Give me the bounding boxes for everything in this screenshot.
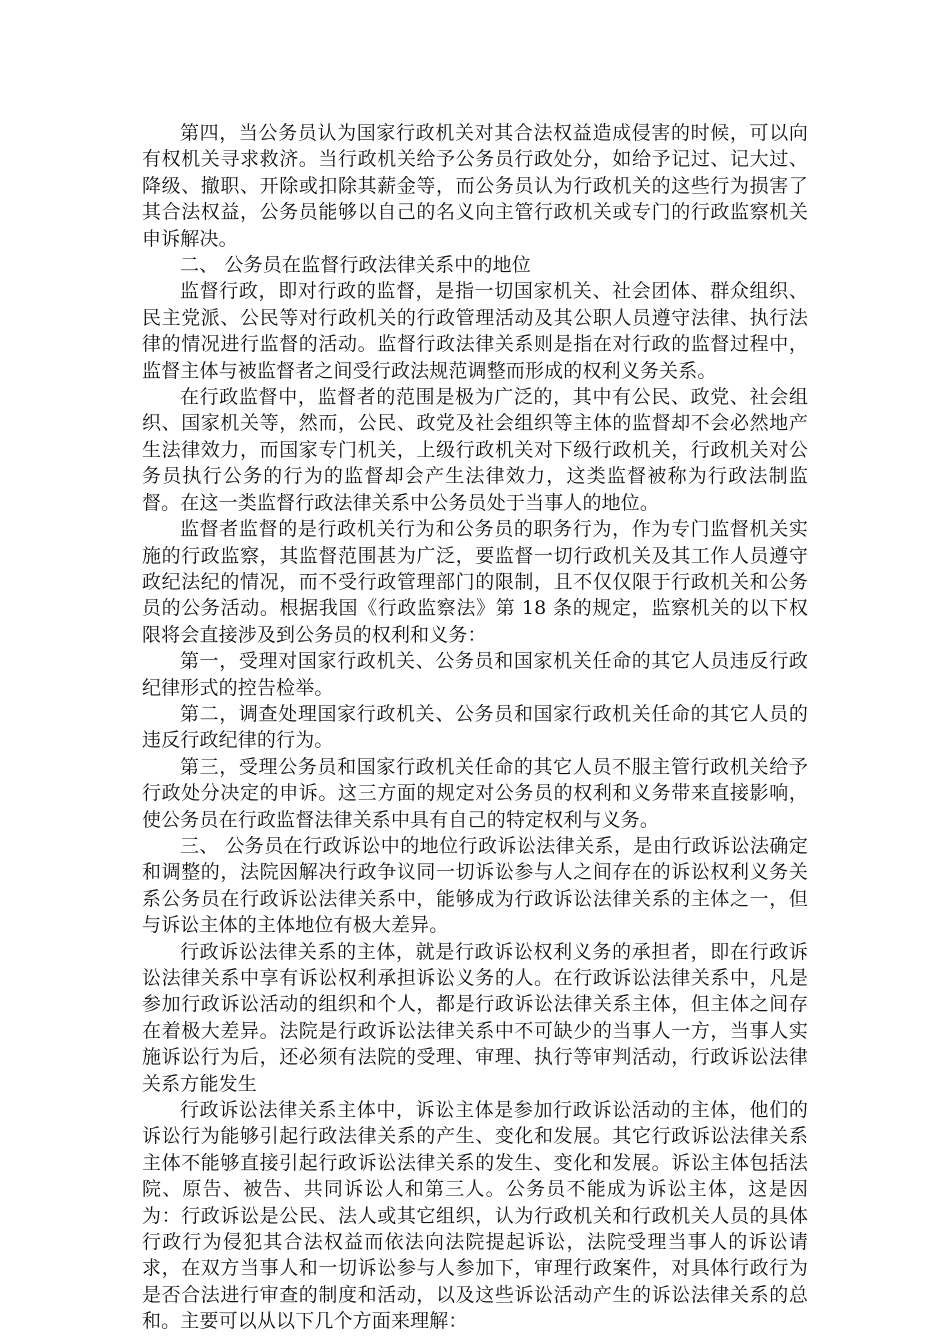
- paragraph-item-first: 第一，受理对国家行政机关、公务员和国家机关任命的其它人员违反行政纪律形式的控告检举。: [142, 650, 808, 699]
- paragraph-item-second: 第二，调查处理国家行政机关、公务员和国家行政机关任命的其它人员的违反行政纪律的行为。: [142, 702, 808, 752]
- paragraph-litigation-participants: 行政诉讼法律关系主体中，诉讼主体是参加行政诉讼活动的主体，他们的诉讼行为能够引起行政法律关系的产生、变化和发展。其它行政诉讼法律关系主体不能够直接引起行政诉讼法律关系的发生、变化和发展。诉讼主体包括法院、原告、被告、共同诉讼人和第三人。公务员不能成为诉讼主体，这是因为：行政诉讼是公民、法人或其它组织，认为行政机关和行政机关人员的具体行政行为侵犯其合法权益而依法向法院提起诉讼，法院受理当事人的诉讼请求，在双方当事人和一切诉讼参与人参加下，审理行政案件，对具体行政行为是否合法进行审查的制度和活动，以及这些诉讼活动产生的诉讼法律关系的总和。主要可以从以下几个方面来理解：: [142, 1099, 808, 1333]
- section-heading-supervision: 二、 公务员在监督行政法律关系中的地位: [180, 254, 531, 277]
- document-page: [142, 120, 808, 1335]
- paragraph-litigation-subjects: 行政诉讼法律关系的主体，就是行政诉讼权利义务的承担者，即在行政诉讼法律关系中享有诉讼权利承担诉讼义务的人。在行政诉讼法律关系中，凡是参加行政诉讼活动的组织和个人，都是行政诉讼法律关系主体，但主体之间存在着极大差异。法院是行政诉讼法律关系中不可缺少的当事人一方，当事人实施诉讼行为后，还必须有法院的受理、审理、执行等审判活动，行政诉讼法律关系方能发生: [142, 940, 808, 1095]
- paragraph-right-to-remedy: 第四，当公务员认为国家行政机关对其合法权益造成侵害的时候，可以向有权机关寻求救济。当行政机关给予公务员行政处分，如给予记过、记大过、降级、撤职、开除或扣除其薪金等，而公务员认为行政机关的这些行为损害了其合法权益，公务员能够以自己的名义向主管行政机关或专门的行政监察机关申诉解决。: [142, 122, 808, 250]
- section-heading-litigation: 三、 公务员在行政诉讼中的地位行政诉讼法律关系，是由行政诉讼法确定和调整的，法院因解决行政争议同一切诉讼参与人之间存在的诉讼权利义务关系公务员在行政诉讼法律关系中，能够成为行政诉讼法律关系的主体之一，但与诉讼主体的主体地位有极大差异。: [142, 834, 808, 937]
- paragraph-supervision-definition: 监督行政，即对行政的监督，是指一切国家机关、社会团体、群众组织、民主党派、公民等对行政机关的行政管理活动及其公职人员遵守法律、执行法律的情况进行监督的活动。监督行政法律关系则是指在对行政的监督过程中，监督主体与被监督者之间受行政法规范调整而形成的权利义务关系。: [142, 280, 808, 382]
- paragraph-item-third: 第三，受理公务员和国家行政机关任命的其它人员不服主管行政机关给予行政处分决定的申诉。这三方面的规定对公务员的权利和义务带来直接影响，使公务员在行政监督法律关系中具有自己的特定权利与义务。: [142, 755, 808, 831]
- paragraph-supervisor-scope: 在行政监督中，监督者的范围是极为广泛的，其中有公民、政党、社会组织、国家机关等，然而，公民、政党及社会组织等主体的监督却不会必然地产生法律效力，而国家专门机关，上级行政机关对下级行政机关，行政机关对公务员执行公务的行为的监督却会产生法律效力，这类监督被称为行政法制监督。在这一类监督行政法律关系中公务员处于当事人的地位。: [142, 386, 808, 514]
- paragraph-supervision-content: 监督者监督的是行政机关行为和公务员的职务行为，作为专门监督机关实施的行政监察，其监督范围甚为广泛，要监督一切行政机关及其工作人员遵守政纪法纪的情况，而不受行政管理部门的限制，且不仅仅限于行政机关和公务员的公务活动。根据我国《行政监察法》第 18 条的规定，监察机关的以下权限将会直接涉及到公务员的权利和义务：: [142, 518, 808, 646]
